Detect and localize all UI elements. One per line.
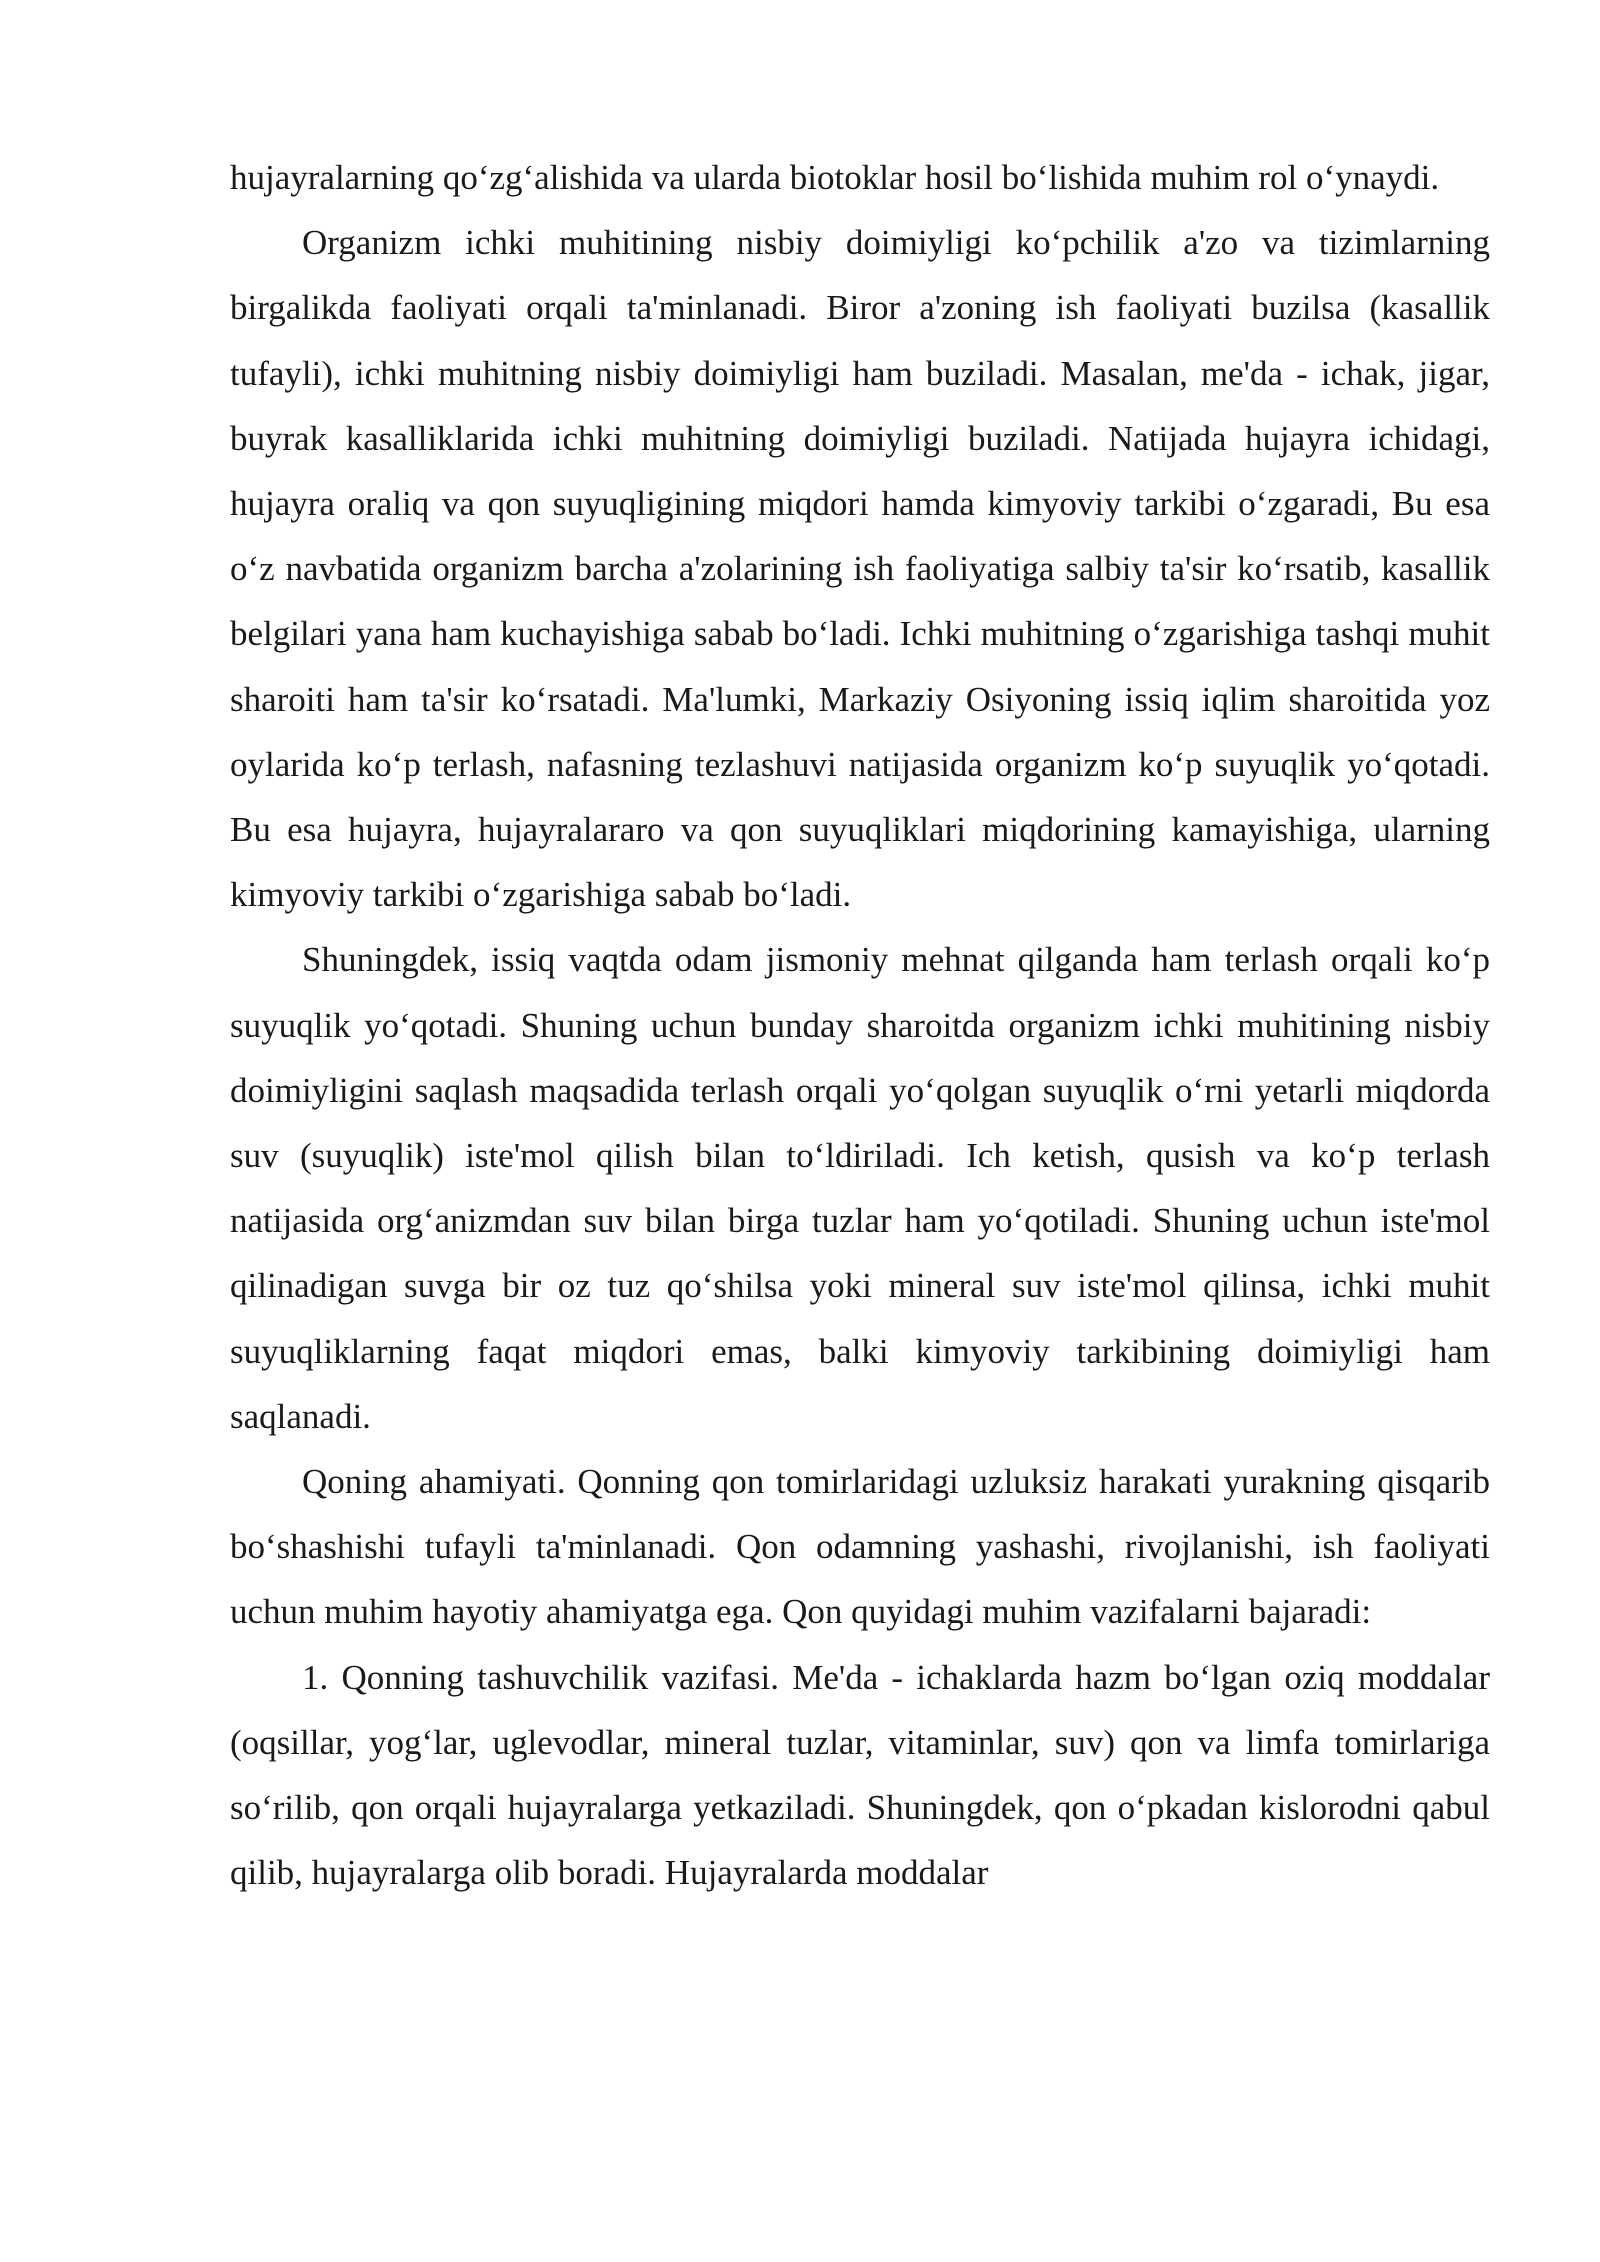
paragraph-continuation: hujayralarning qo‘zg‘alishida va ularda biotoklar hosil bo‘lishida muhim rol o‘ynaydi.: [230, 158, 1440, 197]
paragraph-internal-environment: Organizm ichki muhitining nisbiy doimiyligi ko‘pchilik a'zo va tizimlarning birgalikda faoliyati orqali ta'minlanadi. Biror a'zoning ish faoliyati buzilsa (kasallik tufayli), ichki muhitning nisbiy doimiyligi ham buziladi. Masalan, me'da - ichak, jigar, buyrak kasalliklarida ichki muhitning doimiyligi buziladi. Natijada hujayra ichidagi, hujayra oraliq va qon suyuqligining miqdori hamda kimyoviy tarkibi o‘zgaradi, Bu esa o‘z navbatida organizm barcha a'zolarining ish faoliyatiga salbiy ta'sir ko‘rsatib, kasallik belgilari yana ham kuchayishiga sabab bo‘ladi. Ichki muhitning o‘zgarishiga tashqi muhit sharoiti ham ta'sir ko‘rsatadi. Ma'lumki, Markaziy Osiyoning issiq iqlim sharoitida yoz oylarida ko‘p terlash, nafasning tezlashuvi natijasida organizm ko‘p suyuqlik yo‘qotadi. Bu esa hujayra, hujayralararo va qon suyuqliklari miqdorining kamayishiga, ularning kimyoviy tarkibi o‘zgarishiga sabab bo‘ladi.: [230, 223, 1490, 915]
document-body: [230, 145, 1490, 1905]
paragraph-blood-importance: Qoning ahamiyati. Qonning qon tomirlaridagi uzluksiz harakati yurakning qisqarib bo‘shashishi tufayli ta'minlanadi. Qon odamning yashashi, rivojlanishi, ish faoliyati uchun muhim hayotiy ahamiyatga ega. Qon quyidagi muhim vazifalarni bajaradi:: [230, 1462, 1490, 1632]
paragraph-transport-function: 1. Qonning tashuvchilik vazifasi. Me'da - ichaklarda hazm bo‘lgan oziq moddalar (oqsillar, yog‘lar, uglevodlar, mineral tuzlar, vitaminlar, suv) qon va limfa tomirlariga so‘rilib, qon orqali hujayralarga yetkaziladi. Shuningdek, qon o‘pkadan kislorodni qabul qilib, hujayralarga olib boradi. Hujayralarda moddalar: [230, 1657, 1490, 1893]
paragraph-fluid-loss: Shuningdek, issiq vaqtda odam jismoniy mehnat qilganda ham terlash orqali ko‘p suyuqlik yo‘qotadi. Shuning uchun bunday sharoitda organizm ichki muhitining nisbiy doimiyligini saqlash maqsadida terlash orqali yo‘qolgan suyuqlik o‘rni yetarli miqdorda suv (suyuqlik) iste'mol qilish bilan to‘ldiriladi. Ich ketish, qusish va ko‘p terlash natijasida org‘anizmdan suv bilan birga tuzlar ham yo‘qotiladi. Shuning uchun iste'mol qilinadigan suvga bir oz tuz qo‘shilsa yoki mineral suv iste'mol qilinsa, ichki muhit suyuqliklarning faqat miqdori emas, balki kimyoviy tarkibining doimiyligi ham saqlanadi.: [230, 940, 1490, 1436]
